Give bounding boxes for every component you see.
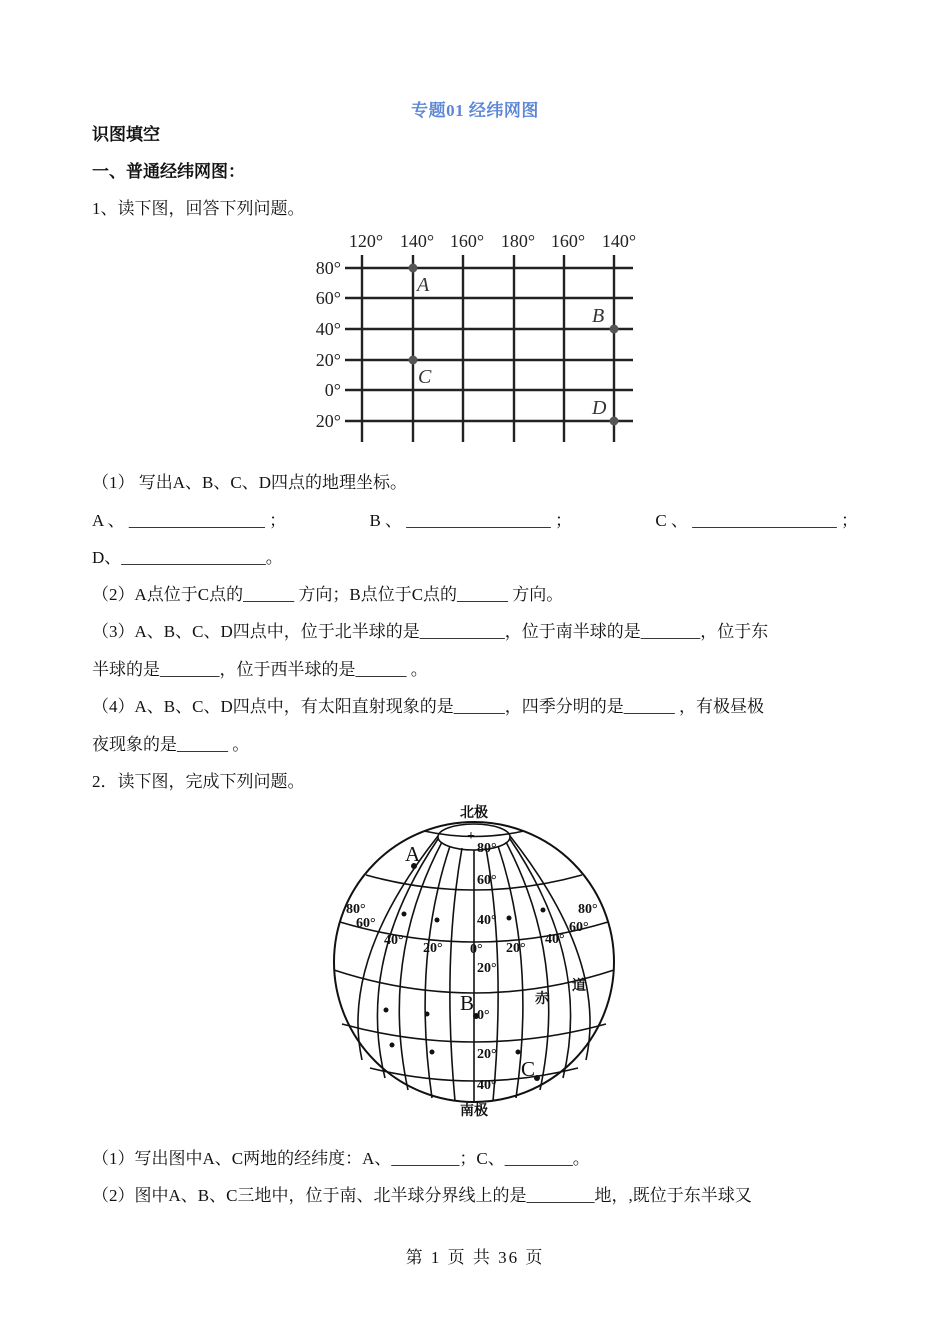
longitude-labels: [349, 231, 636, 251]
point-a-dot: [409, 264, 418, 273]
equator-char-2: 道: [572, 979, 586, 994]
lat-label: 60°: [315, 288, 341, 308]
graticule-dot: [390, 1043, 395, 1048]
center-lat-60: 60°: [477, 873, 497, 888]
point-d-dot: [610, 417, 619, 426]
blank-b: B 、 _________________ ；: [369, 511, 573, 530]
part-heading: 一、普通经纬网图：: [92, 162, 245, 181]
lon-center-0: 0°: [470, 942, 483, 957]
lon-label: 160°: [449, 231, 485, 251]
q2-sub1: （1）写出图中A、C两地的经纬度：A、________；C、________。: [92, 1149, 590, 1168]
center-lat-80: 80°: [477, 841, 497, 856]
q1-sub1-blanks-row: [92, 510, 858, 532]
lon-left-60: 60°: [356, 916, 376, 931]
lat-label: 40°: [315, 319, 341, 339]
graticule-dot: [402, 912, 407, 917]
question-2-stem: 2．读下图，完成下列问题。: [92, 772, 305, 791]
lon-right-60: 60°: [569, 920, 589, 935]
latitude-labels: [316, 258, 341, 431]
graticule-dot: [516, 1050, 521, 1055]
graticule-dot: [384, 1008, 389, 1013]
lat-label: 80°: [315, 258, 341, 278]
blank-a: A 、 ________________ ；: [92, 511, 287, 530]
graticule-dot: [541, 908, 546, 913]
lon-right-80: 80°: [578, 902, 598, 917]
lon-label: 160°: [550, 231, 586, 251]
globe-point-c: C: [521, 1057, 536, 1081]
q1-sub3-line1: （3）A、B、C、D四点中，位于北半球的是__________，位于南半球的是_______，位于东: [92, 622, 769, 641]
point-b-label: B: [592, 305, 605, 327]
lat-label: 20°: [315, 350, 341, 370]
section-heading: 识图填空: [92, 125, 160, 144]
point-labels: [415, 274, 607, 419]
lon-label: 140°: [601, 231, 637, 251]
lon-left-40: 40°: [384, 933, 404, 948]
q2-sub2: （2）图中A、B、C三地中，位于南、北半球分界线上的是________地，,既位于东半球又: [92, 1186, 752, 1205]
lon-label: 120°: [348, 231, 384, 251]
lon-right-40: 40°: [545, 932, 565, 947]
point-c-label: C: [418, 366, 432, 388]
graticule-dot: [430, 1050, 435, 1055]
globe-point-a: A: [405, 842, 421, 866]
equator-zero: 0°: [477, 1008, 490, 1023]
point-a-label: A: [417, 274, 430, 296]
lat-lon-grid-figure: [300, 226, 650, 446]
blank-c: C 、 _________________ ；: [655, 511, 858, 530]
globe-graticule: [334, 822, 614, 1102]
lon-left-80: 80°: [346, 902, 366, 917]
point-b-dot: [610, 325, 619, 334]
question-1-stem: 1、读下图，回答下列问题。: [92, 199, 305, 218]
center-lat-40: 40°: [477, 913, 497, 928]
point-c-dot: [409, 356, 418, 365]
lat-label: 0°: [324, 380, 341, 400]
lon-label: 140°: [399, 231, 435, 251]
center-lat-south-20: 20°: [477, 1047, 497, 1062]
graticule-dot: [507, 916, 512, 921]
lon-upper-20: 20°: [477, 961, 497, 976]
q1-sub4-line1: （4）A、B、C、D四点中，有太阳直射现象的是______，四季分明的是______ ，有极昼极: [92, 697, 764, 716]
page-footer: 第 1 页 共 36 页: [405, 1248, 545, 1267]
blank-d: D、_________________。: [92, 548, 283, 567]
document-title: 专题01 经纬网图: [411, 101, 539, 120]
q1-sub4-line2: 夜现象的是______ 。: [92, 735, 250, 754]
lon-right-20: 20°: [506, 941, 526, 956]
q1-sub3-line2: 半球的是_______，位于西半球的是______ 。: [92, 660, 428, 679]
lon-label: 180°: [500, 231, 536, 251]
graticule-dot: [425, 1012, 430, 1017]
lat-label: 20°: [315, 411, 341, 431]
pole-mark: +: [467, 829, 475, 844]
center-lat-south-40: 40°: [477, 1078, 497, 1093]
graticule-dot: [435, 918, 440, 923]
south-pole-label: 南极: [460, 1104, 488, 1119]
q1-sub1: （1） 写出A、B、C、D四点的地理坐标。: [92, 473, 407, 492]
q1-sub2: （2）A点位于C点的______ 方向；B点位于C点的______ 方向。: [92, 585, 564, 604]
globe-figure: [326, 800, 626, 1122]
grid-lines: [345, 255, 633, 442]
north-pole-label: 北极: [460, 806, 488, 821]
equator-char-1: 赤: [535, 992, 549, 1007]
point-d-label: D: [592, 397, 607, 419]
globe-point-b: B: [460, 991, 475, 1015]
lon-left-20: 20°: [423, 941, 443, 956]
